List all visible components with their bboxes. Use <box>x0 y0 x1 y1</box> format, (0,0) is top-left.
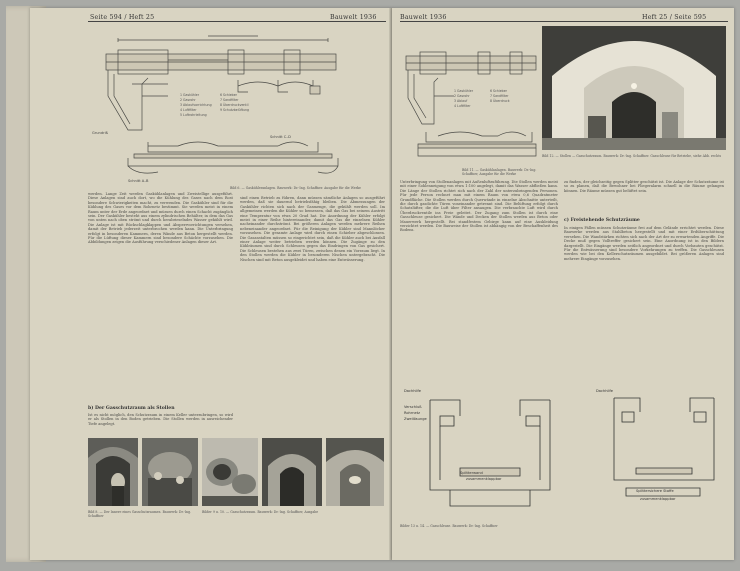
fig-label-zusammenklappbar-2: zusammenklappbar <box>640 497 676 501</box>
left-photo-pipes <box>202 438 258 506</box>
right-column-2 <box>564 226 724 376</box>
svg-text:1 Gaskühler: 1 Gaskühler <box>454 89 474 93</box>
fig-label-dachhilfe-1: Dachhilfe <box>404 389 421 393</box>
left-header-journal: Bauwelt 1936 <box>330 14 377 21</box>
left-technical-drawing <box>88 26 388 184</box>
right-page <box>392 8 734 560</box>
right-technical-drawing <box>398 26 538 168</box>
right-column-1 <box>400 180 558 376</box>
svg-text:3 Ablaufvorrichtung: 3 Ablaufvorrichtung <box>180 103 212 107</box>
right-bottom-drawings <box>400 380 726 530</box>
left-photo-caption-1: Bild 8. — Der Innere eines Gasschutzraumes. Bauwerk: Dr.-Ing. Schaffner <box>88 510 192 518</box>
fig-label-splittersichere-stoffe: Splittersichere Stoffe <box>636 489 674 493</box>
right-column-2-lead <box>564 180 724 214</box>
svg-text:2 Gasrohr: 2 Gasrohr <box>454 94 470 98</box>
svg-text:2 Gasrohr: 2 Gasrohr <box>180 98 196 102</box>
left-page <box>30 8 392 560</box>
left-photo-tunnel <box>262 438 322 506</box>
fig-label-zweiloesunge: Zweilösunge <box>404 417 427 421</box>
left-figure-caption: Bild 6. — Gaskühleranlagen. Bauwerk: Dr.-Ing. Schaffner. Ausgabe für die Werke <box>230 186 361 190</box>
left-col1-body: werden. Lange Zeit werden Gaskühlanlagen und Zweistellige ausgeführt. Diese Anlagen sind auch dort, wo die Kühlung des Gases nach dem Rost besondere Schwierigkeiten macht, zu verwenden. Die Gaskühler sind für die Kühlung des Gases vor dem Rohrnetz bestimmt. Sie werden meist in einem Raum unter der Erde angeordnet und müssen durch einen Schacht zugänglich sein. Der Gaskühler besteht aus einem zylindrischen Behälter, in dem das Gas von unten nach oben strömt und durch herabrieselndes Wasser gekühlt wird. Die Anlage ist mit Rückschlagklappen und Absperrvorrichtungen versehen, damit der Betrieb jederzeit unterbrochen werden kann. Die Unterbringung erfolgt in besonderen Kammern, deren Wände aus Beton hergestellt werden. Für die Lüftung dieser Kammern sind besondere Schächte vorzusehen. Die Abbildungen zeigen die Ausführung verschiedener Anlagen dieser Art. <box>88 192 233 245</box>
left-subheading-stollen: b) Der Gasschutzraum als Stollen <box>88 406 175 411</box>
left-photo-interior <box>88 438 138 506</box>
right-header-page: Heft 25 / Seite 595 <box>642 14 707 21</box>
left-col2-body: sind einen Betrieb zu führen, dann müssen sämtliche Anlagen so ausgeführt werden, daß sie dauernd betriebsfähig bleiben. Die Abmessungen der Gaskühler richten sich nach der Gasmenge, die gekühlt werden soll. Im allgemeinen werden die Kühler so bemessen, daß das Gas bei seinem Austritt eine Temperatur von etwa 20 Grad hat. Die Anordnung der Kühler erfolgt meist in einer Reihe hintereinander, damit das Gas die einzelnen Kühler nacheinander durchströmt. Bei größeren Anlagen werden mehrere Reihen nebeneinander angeordnet. Für die Reinigung der Kühler sind Mannlöcher vorzusehen. Die gesamte Anlage wird durch einen Schieber abgeschlossen. Die Gasanstalten müssen so eingerichtet sein, daß die Kühler auch bei Ausfall einer Anlage weiter betrieben werden können. Die Zugänge zu den Kühlräumen sind durch Schleusen gegen das Eindringen von Gas gesichert. Die Schleusen bestehen aus zwei Türen, zwischen denen ein Vorraum liegt. In den Stollen werden die Kühler in besonderen Nischen untergebracht. Die Nischen sind mit Beton ausgekleidet und haben eine Entwässerung. <box>240 196 385 262</box>
svg-text:6 Schieber: 6 Schieber <box>220 93 237 97</box>
left-fig-label-section-ab: Schnitt A–B <box>128 179 149 183</box>
svg-text:8 Überdruck: 8 Überdruck <box>490 99 510 103</box>
fig-label-dachhilfe-2: Dachhilfe <box>596 389 613 393</box>
right-photo-caption: Bild 12. — Stollen — Gasschutzraum. Bauwerk: Dr.-Ing. Schaffner. Gasschleuse für Betriebe, siehe Abb. rechts <box>542 154 722 158</box>
svg-text:3 Ablauf: 3 Ablauf <box>454 99 468 103</box>
fig-label-splitterwand: Splitterwand <box>460 471 483 475</box>
fig-label-rohrnetz: Rohrnetz <box>404 411 421 415</box>
left-photo-workers <box>142 438 198 506</box>
svg-text:5 Luftrohrleitung: 5 Luftrohrleitung <box>180 113 207 117</box>
right-col2-body: In einigen Fällen müssen Schutzräume frei auf dem Gelände errichtet werden. Diese Bauwerke werden aus Stahlbeton hergestellt und mit einer Erdüberschüttung versehen. Die Wandstärken richten sich nach der Art der zu erwartenden Angriffe. Die Decke muß gegen Volltreffer gesichert sein. Eine Anordnung ist in den Bildern dargestellt. Die Eingänge werden seitlich angeordnet und durch Vorbauten geschützt. Für die Entwässerung sind besondere Vorkehrungen zu treffen. Die Gasschleusen werden wie bei den Kellerschutzräumen ausgebildet. Bei größeren Anlagen sind mehrere Eingänge vorzusehen. <box>564 226 724 261</box>
svg-text:7 Sandfilter: 7 Sandfilter <box>490 94 509 98</box>
left-photo-caption-2: Bilder 9 u. 10. — Gasschutzraum. Bauwerk: Dr.-Ing. Schaffner, Ausgabe <box>202 510 319 514</box>
left-photo-corridor <box>326 438 384 506</box>
left-col1-after: Ist es nicht möglich, den Schutzraum in einem Keller unterzubringen, so wird er als Stollen in den Boden getrieben. Die Stollen werden in ausreichender Tiefe angelegt. <box>88 413 233 426</box>
right-bottom-caption: Bilder 13 u. 14. — Gasschleuse. Bauwerk: Dr.-Ing. Schaffner <box>400 524 498 528</box>
left-fig-label-section-cd: Schnitt C–D <box>270 135 291 139</box>
left-fig-label-plan: Grundriß <box>92 131 108 135</box>
left-header-page: Seite 594 / Heft 25 <box>90 14 155 21</box>
svg-text:4 Luftfilter: 4 Luftfilter <box>180 108 197 112</box>
right-col1-body: Unterbringung von Stollenanlagen mit Außenluftzuführung. Die Stollen werden meist mit einer Sohlenneigung von etwa 1:100 angelegt, damit das Wasser abfließen kann. Die Länge der Stollen richtet sich nach der Zahl der unterzubringenden Personen. Für jede Person rechnet man mit einem Raum von etwa 0,6 Quadratmeter Grundfläche. Die Stollen werden durch Querwände in einzelne Abschnitte unterteilt, die durch gasdichte Türen voneinander getrennt sind. Die Belüftung erfolgt durch Schutzlüfter, die die Luft über Filter ansaugen. Die verbrauchte Luft wird durch Überdruckventile ins Freie geleitet. Der Zugang zum Stollen ist durch eine Gasschleuse gesichert. Die Wände und Decken der Stollen werden aus Beton oder Mauerwerk hergestellt. Bei standfestem Gebirge kann auf eine Auskleidung verzichtet werden. Die Bauweise der Stollen ist abhängig von der Beschaffenheit des Bodens. <box>400 180 558 233</box>
svg-text:6 Schieber: 6 Schieber <box>490 89 507 93</box>
right-figure-caption: Bild 11. — Gaskühlanlagen. Bauwerk: Dr.-Ing. Schaffner, Ausgabe für die Werke <box>462 168 537 176</box>
right-subheading-freistehend: c) Freistehende Schutzräume <box>564 218 640 223</box>
right-col2-lead: zu finden, der gleichzeitig gegen Splitter geschützt ist. Die Anlage der Schutzräume ist so zu planen, daß die Bewohner bei Fliegeralarm schnell in die Räume gelangen können. Die Räume müssen gut belüftet sein. <box>564 180 724 193</box>
left-column-1-continued <box>88 413 233 433</box>
right-header-rule <box>400 21 728 22</box>
svg-text:4 Luftfilter: 4 Luftfilter <box>454 104 471 108</box>
svg-text:8 Überdruckventil: 8 Überdruckventil <box>220 103 249 107</box>
svg-text:1 Gaskühler: 1 Gaskühler <box>180 93 200 97</box>
svg-text:9 Schutzbelüftung: 9 Schutzbelüftung <box>220 108 250 112</box>
right-photo-stollen <box>542 26 726 150</box>
svg-text:7 Sandfilter: 7 Sandfilter <box>220 98 239 102</box>
right-header-journal: Bauwelt 1936 <box>400 14 447 21</box>
fig-label-zusammenklappbar-1: zusammenklappbar <box>466 477 502 481</box>
left-column-1 <box>88 192 233 406</box>
fig-label-verschluss: Verschluß <box>404 405 422 409</box>
left-header-rule <box>88 21 386 22</box>
left-column-2 <box>240 196 385 432</box>
